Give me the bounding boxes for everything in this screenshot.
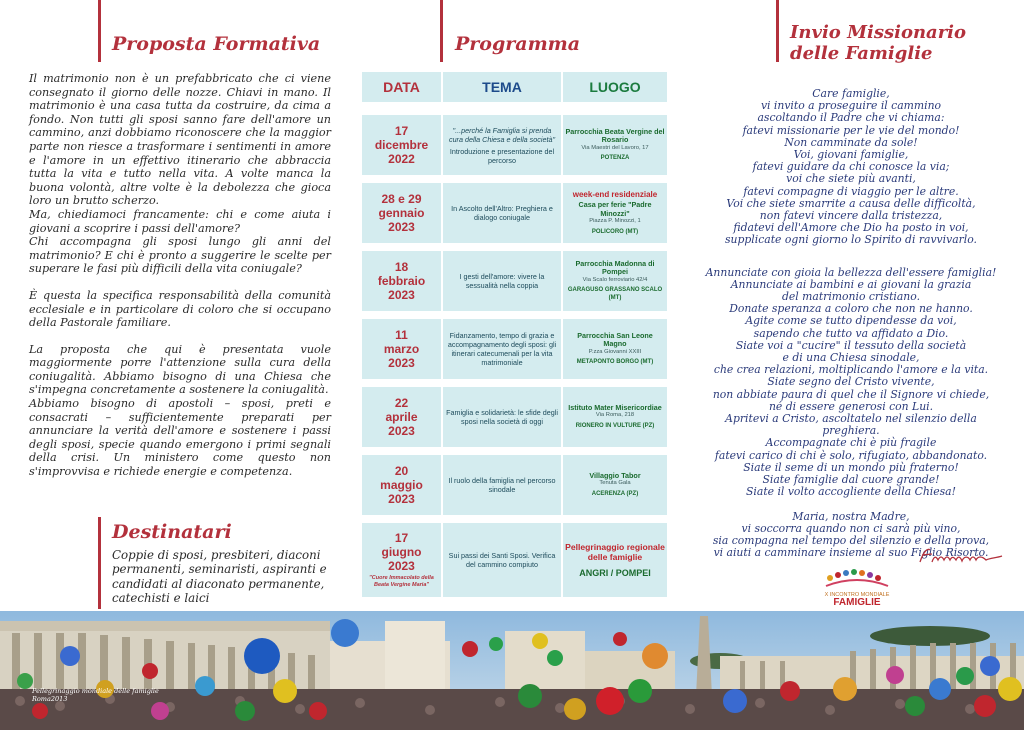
proposta-text (29, 72, 331, 479)
tema-cell: "...perché la Famiglia si prenda cura della Chiesa e della società" Introduzione e presentazione del percorso (443, 115, 561, 175)
table-row (362, 319, 669, 379)
luogo-cell: Parrocchia Beata Vergine del Rosario Via Maestri del Lavoro, 17 POTENZA (563, 115, 667, 175)
table-row (362, 455, 669, 515)
piazza-photo (0, 611, 1024, 730)
date-cell: 17 dicembre 2022 (362, 115, 441, 175)
destinatari-heading: Destinatari (112, 521, 232, 543)
date-cell: 28 e 29 gennaio 2023 (362, 183, 441, 243)
tema-cell: Famiglia e solidarietà: le sfide degli sposi nella società di oggi (443, 387, 561, 447)
tema-cell: Fidanzamento, tempo di grazia e accompagnamento degli sposi: gli itinerari catecumenali per la vita matrimoniale (443, 319, 561, 379)
date-cell: 18 febbraio 2023 (362, 251, 441, 311)
tema-cell: I gesti dell'amore: vivere la sessualità nella coppia (443, 251, 561, 311)
paragraph: Il matrimonio non è un prefabbricato che ci viene consegnato il giorno delle nozze. Chiavi in mano. Il matrimonio è una casa tutta da costruire, da cima a fondo. Non tutti gli sposi sanno fare dell'amore un cammino, anzi dobbiamo riconoscere che la maggior parte non riesce a trasformare i sentimenti in amore e l'amore in un effettivo itinerario che abbraccia tutta la vita e tutto nella vita. A volte manca la buona volontà, altre volte è la debolezza che gioca loro un brutto scherzo. (29, 72, 331, 208)
paragraph: Chi accompagna gli sposi lungo gli anni del matrimonio? E chi è pronto a suggerire le scelte per superare le fasi più difficili della vita coniugale? (29, 235, 331, 276)
luogo-cell: Parrocchia San Leone Magno P.zza Giovanni XXIII METAPONTO BORGO (MT) (563, 319, 667, 379)
table-row (362, 251, 669, 311)
table-row (362, 183, 669, 243)
luogo-cell: Parrocchia Madonna di Pompei Via Scalo ferroviario 42/4 GARAGUSO GRASSANO SCALO (MT) (563, 251, 667, 311)
header-data: DATA (362, 72, 441, 102)
header-tema: TEMA (443, 72, 561, 102)
signature-drawing (916, 544, 1006, 568)
crowd-balloons-image (0, 611, 1024, 730)
destinatari-divider (98, 517, 101, 609)
luogo-cell: Pellegrinaggio regionale delle famiglie ANGRI / POMPEI (563, 523, 667, 597)
table-header (362, 72, 669, 102)
paragraph: È questa la specifica responsabilità della comunità ecclesiale e in particolare di coloro che si occupano della Pastorale familiare. (29, 288, 331, 330)
photo-caption: Pellegrinaggio mondiale delle famiglie Roma2013 (32, 687, 159, 703)
luogo-cell: Villaggio Tabor Tenuta Gala ACERENZA (PZ) (563, 455, 667, 515)
date-cell: 17 giugno 2023 "Cuore Immacolato della Beata Vergine Maria" (362, 523, 441, 597)
paragraph: Abbiamo bisogno di apostoli – sposi, preti e consacrati – sufficientemente preparati per annunciare la verità dell'amore e sostenere i passi degli sposi, specie quando emergono i primi segnali della crisi. Un ministero come questo non s'improvvisa e richiede energie e competenza. (29, 397, 331, 479)
luogo-cell: week-end residenziale Casa per ferie "Padre Minozzi" Piazza P. Minozzi, 1 POLICORO (MT) (563, 183, 667, 243)
logo-figures-icon (820, 566, 894, 588)
stanza-2: Annunciate con gioia la bellezza dell'essere famiglia! Annunciate ai bambini e ai giovani la grazia del matrimonio cristiano. Donate speranza a coloro che non ne hanno. Agite come se tutto dipendesse da voi, sapendo che tutto va affidato a Dio. Siate voi a "cucire" il tessuto della società e di una Chiesa sinodale, che crea relazioni, moltiplicando l'amore e la vita. Siate segno del Cristo vivente, non abbiate paura di quel che il Signore vi chiede, né di essere generosi con Lui. Apritevi a Cristo, ascoltatelo nel silenzio della preghiera. Accompagnate chi è più fragile fatevi carico di chi è solo, rifugiato, abbandonato. Siate il seme di un mondo più fraterno! Siate famiglie dal cuore grande! Siate il volto accogliente della Chiesa! (705, 265, 997, 499)
left-divider (98, 0, 101, 62)
stanza-1: Care famiglie, vi invito a proseguire il cammino ascoltando il Padre che vi chiama: fatevi missionarie per le vie del mondo! Non camminate da sole! Voi, giovani famiglie, fatevi guidare da chi conosce la via; voi che siete più avanti, fatevi compagne di viaggio per le altre. Voi che siete smarrite a causa delle difficoltà, non fatevi vincere dalla tristezza, fidatevi dell'Amore che Dio ha posto in voi, supplicate ogni giorno lo Spirito di ravvivarlo. (724, 87, 977, 247)
date-cell: 20 maggio 2023 (362, 455, 441, 515)
invio-heading: Invio Missionario delle Famiglie (790, 22, 967, 64)
signature (916, 544, 1006, 568)
table-row (362, 387, 669, 447)
tema-cell: In Ascolto dell'Altro: Preghiera e dialogo coniugale (443, 183, 561, 243)
tema-cell: Il ruolo della famiglia nel percorso sinodale (443, 455, 561, 515)
destinatari-text: Coppie di sposi, presbiteri, diaconi permanenti, seminaristi, aspiranti e candidati al diaconato permanente, catechisti e laici (112, 548, 327, 606)
paragraph: La proposta che qui è presentata vuole maggiormente porre l'attenzione sulla cura della coniugalità. Abbiamo bisogno di una Chiesa che s'impegna concretamente a sostenere la coniugalità. (29, 342, 331, 397)
programma-table (362, 72, 669, 605)
programma-heading: Programma (455, 33, 581, 55)
invio-text (695, 88, 1007, 559)
table-row (362, 523, 669, 597)
tema-cell: Sui passi dei Santi Sposi. Verifica del cammino compiuto (443, 523, 561, 597)
incontro-logo: X INCONTRO MONDIALE FAMIGLIE (820, 566, 894, 606)
header-luogo: LUOGO (563, 72, 667, 102)
date-cell: 11 marzo 2023 (362, 319, 441, 379)
stanza-3: Maria, nostra Madre, vi soccorra quando non ci sarà più vino, sia compagna nel tempo del silenzio e della prova, vi aiuti a camminare insieme al suo Figlio Risorto. (712, 509, 990, 560)
right-divider (776, 0, 779, 62)
proposta-heading: Proposta Formativa (112, 33, 321, 55)
middle-divider (440, 0, 443, 62)
table-row (362, 115, 669, 175)
date-cell: 22 aprile 2023 (362, 387, 441, 447)
luogo-cell: Istituto Mater Misericordiae Via Roma, 218 RIONERO IN VULTURE (PZ) (563, 387, 667, 447)
paragraph: Ma, chiediamoci francamente: chi e come aiuta i giovani a scoprire i passi dell'amore? (29, 207, 331, 235)
